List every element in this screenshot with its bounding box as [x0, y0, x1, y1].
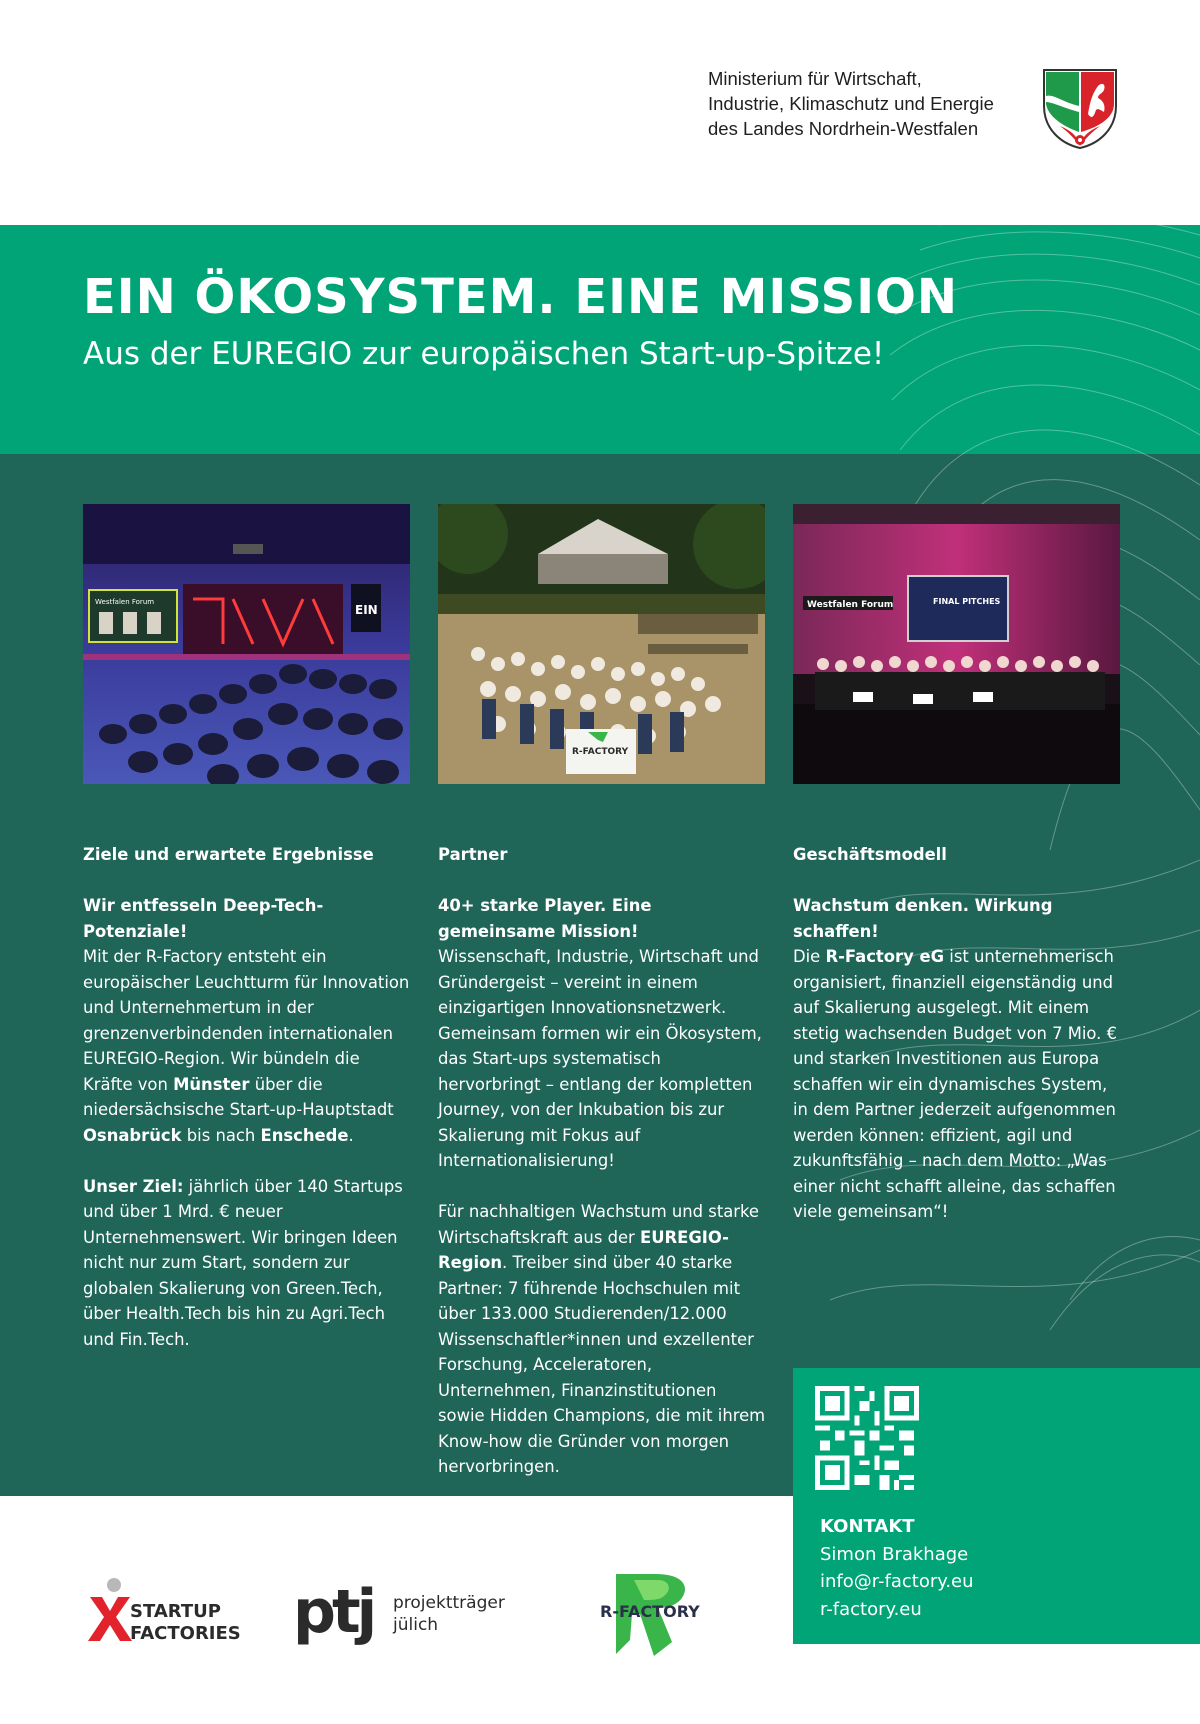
qr-code-icon[interactable] [815, 1386, 919, 1490]
column-goals [83, 842, 413, 1378]
column-paragraph: Die R-Factory eG ist unternehmerisch organisiert, finanziell eigenständig und auf Skalierung ausgelegt. Mit einem stetig wachsenden Budget von 7 Mio. € und starken Investitionen aus Europa schaffen wir ein dynamisches System, in dem Partner jederzeit aufgenommen werden können: effizient, agil und zukunftsfähig – nach dem Motto: „Was einer nicht schafft alleine, das schaffen viele gemeinsam“! [793, 947, 1118, 1221]
contact-website-link[interactable]: r-factory.eu [820, 1598, 922, 1620]
photo3-banner-text: Westfalen Forum [807, 600, 894, 610]
page-subtitle: Aus der EUREGIO zur europäischen Start-up-Spitze! [83, 336, 885, 372]
column-heading: Ziele und erwartete Ergebnisse [83, 845, 374, 864]
column-lead: Wir entfesseln Deep-Tech-Potenziale! [83, 896, 324, 941]
hero-banner [0, 225, 1200, 454]
svg-text:EIN: EIN [355, 603, 378, 617]
contact-name: Simon Brakhage [820, 1543, 969, 1565]
svg-text:R-FACTORY: R-FACTORY [600, 1602, 700, 1621]
startup-factories-logo [80, 1575, 250, 1647]
contact-details [820, 1513, 974, 1623]
svg-text:ptj: ptj [293, 1580, 374, 1647]
photo1-screen-text: Westfalen Forum [95, 598, 155, 606]
contact-label: KONTAKT [820, 1516, 915, 1537]
column-lead: Wachstum denken. Wirkung schaffen! [793, 896, 1053, 941]
ministry-name [708, 66, 1028, 141]
column-partner [438, 842, 768, 1505]
page-title: EIN ÖKOSYSTEM. EINE MISSION [83, 269, 959, 325]
svg-text:FACTORIES: FACTORIES [130, 1623, 241, 1644]
column-paragraph: Mit der R-Factory entsteht ein europäischer Leuchtturm für Innovation und Unternehmertum in der grenzenverbindenden internationalen EUREGIO-Region. Wir bündeln die Kräfte von Münster über die niedersächsische Start-up-Hauptstadt Osnabrück bis nach Enschede. [83, 947, 410, 1145]
photo-conference-hall [83, 504, 410, 784]
ministry-line: des Landes Nordrhein-Westfalen [708, 118, 979, 139]
column-heading: Partner [438, 845, 508, 864]
column-business [793, 842, 1123, 1250]
column-paragraph: Wissenschaft, Industrie, Wirtschaft und Gründergeist – vereint in einem einzigartigen Innovationsnetzwerk. Gemeinsam formen wir ein Ökosystem, das Start-ups systematisch hervorbringt – entlang der kompletten Journey, von der Inkubation bis zur Skalierung mit Fokus auf Internationalisierung! [438, 947, 762, 1170]
svg-text:STARTUP: STARTUP [130, 1601, 221, 1622]
photo3-screen-title: FINAL PITCHES [933, 597, 1001, 606]
column-paragraph: Unser Ziel: jährlich über 140 Startups und über 1 Mrd. € neuer Unternehmenswert. Wir bringen Ideen nicht nur zum Start, sondern zur globalen Skalierung von Green.Tech, über Health.Tech bis hin zu Agri.Tech und Fin.Tech. [83, 1176, 403, 1349]
column-heading: Geschäftsmodell [793, 845, 947, 864]
nrw-coat-of-arms-icon [1040, 66, 1120, 150]
r-factory-logo [598, 1570, 708, 1660]
photo2-sign-text: R-FACTORY [572, 747, 629, 757]
svg-text:jülich: jülich [393, 1615, 439, 1635]
contact-box [793, 1368, 1200, 1644]
column-paragraph: Für nachhaltigen Wachstum und starke Wirtschaftskraft aus der EUREGIO-Region. Treiber sind über 40 starke Partner: 7 führende Hochschulen mit über 133.000 Studierenden/12.000 Wissenschaftler*innen und exzellenter Forschung, Acceleratoren, Unternehmen, Finanzinstitutionen sowie Hidden Champions, die mit ihrem Know-how die Gründer von morgen hervorbringen. [438, 1202, 766, 1476]
photo-stage-group [793, 504, 1120, 784]
ministry-line: Ministerium für Wirtschaft, [708, 68, 922, 89]
svg-text:projektträger: projektträger [393, 1593, 505, 1613]
column-lead: 40+ starke Player. Eine gemeinsame Mission! [438, 896, 652, 941]
ministry-line: Industrie, Klimaschutz und Energie [708, 93, 994, 114]
projekttraeger-juelich-logo [293, 1580, 513, 1650]
photo-outdoor-group [438, 504, 765, 784]
contact-email-link[interactable]: info@r-factory.eu [820, 1571, 974, 1592]
